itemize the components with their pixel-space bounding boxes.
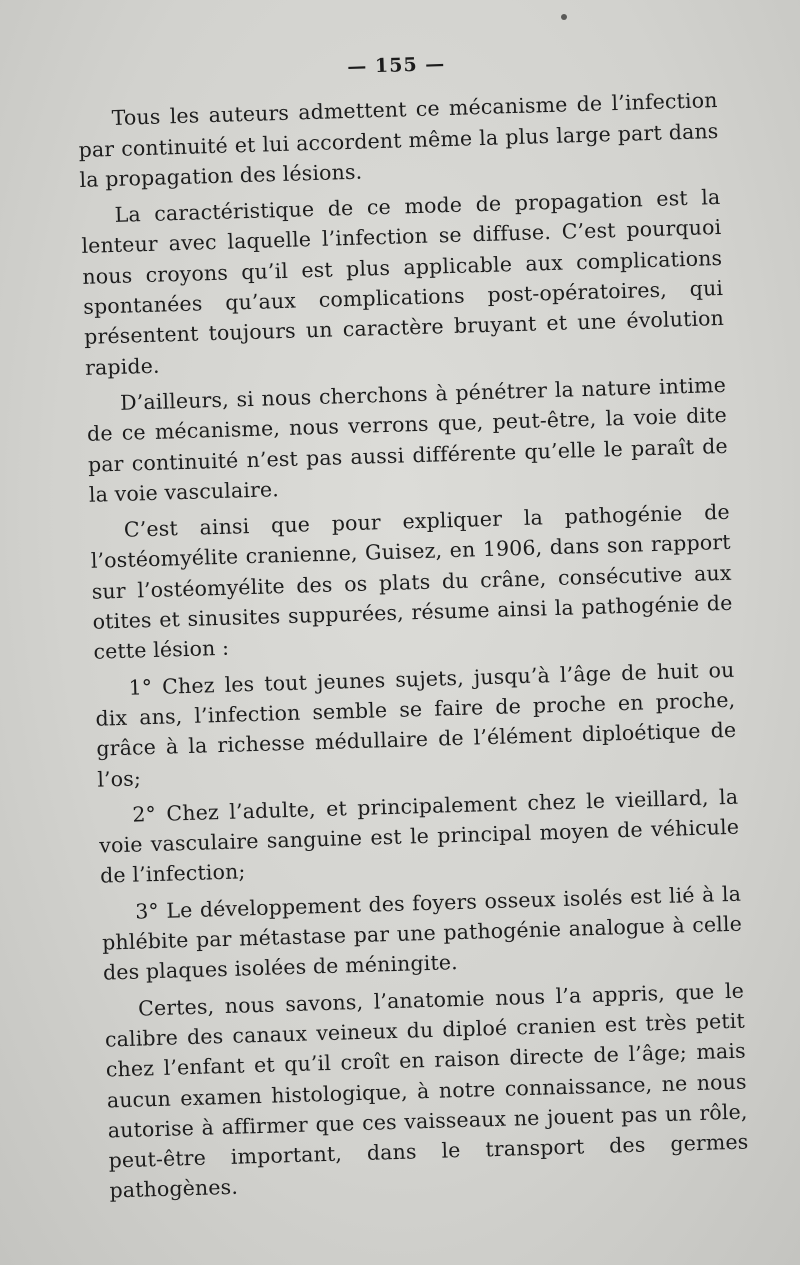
paragraph-4: C’est ainsi que pour expliquer la pathogénie de l’ostéomyélite cranienne, Guisez, en 1906, dans son rapport sur l’ostéomyélite des os plats du crâne, consécutive aux otites et sinusites suppurées, résume ainsi la pathogénie de cette lésion : — [90, 499, 733, 665]
list-item-3: 3° Le développement des foyers osseux isolés est lié à la phlébite par métastase par une pathogénie analogue à celle des plaques isolées de méningite. — [101, 881, 743, 985]
paragraph-3: D’ailleurs, si nous cherchons à pénétrer la nature intime de ce mécanisme, nous verrons que, peut-être, la voie dite par continuité n’est pas aussi différente qu’elle le paraît de la voie vasculaire. — [86, 372, 729, 507]
paragraph-5: Certes, nous savons, l’anatomie nous l’a appris, que le calibre des canaux veineux du diploé cranien est très petit chez l’enfant et qu’il croît en raison directe de l’âge; mais aucun examen histologique, à notre connaissance, ne nous autorise à affirmer que ces vaisseaux ne jouent pas un rôle, peut-être important, dans le transport des germes pathogènes. — [104, 978, 749, 1203]
paragraph-2: La caractéristique de ce mode de propagation est la lenteur avec laquelle l’infection se diffuse. C’est pourquoi nous croyons qu’il est plus applicable aux complications spontanées qu’aux complications post-opératoires, qui présentent toujours un caractère bruyant et une évolution rapide. — [81, 185, 725, 380]
page-number: — 155 — — [347, 53, 446, 78]
text-block — [76, 41, 750, 1212]
ink-speck — [561, 14, 567, 20]
list-item-2: 2° Chez l’adulte, et principalement chez le vieillard, la voie vasculaire sanguine est le principal moyen de véhicule de l’infection; — [98, 784, 740, 889]
paragraph-1: Tous les auteurs admettent ce mécanisme de l’infection par continuité et lui accordent même la plus large part dans la propagation des lésions. — [78, 88, 719, 192]
list-item-1: 1° Chez les tout jeunes sujets, jusqu’à l’âge de huit ou dix ans, l’infection semble se faire de proche en proche, grâce à la richesse médullaire de l’élément diploétique de l’os; — [95, 657, 737, 792]
